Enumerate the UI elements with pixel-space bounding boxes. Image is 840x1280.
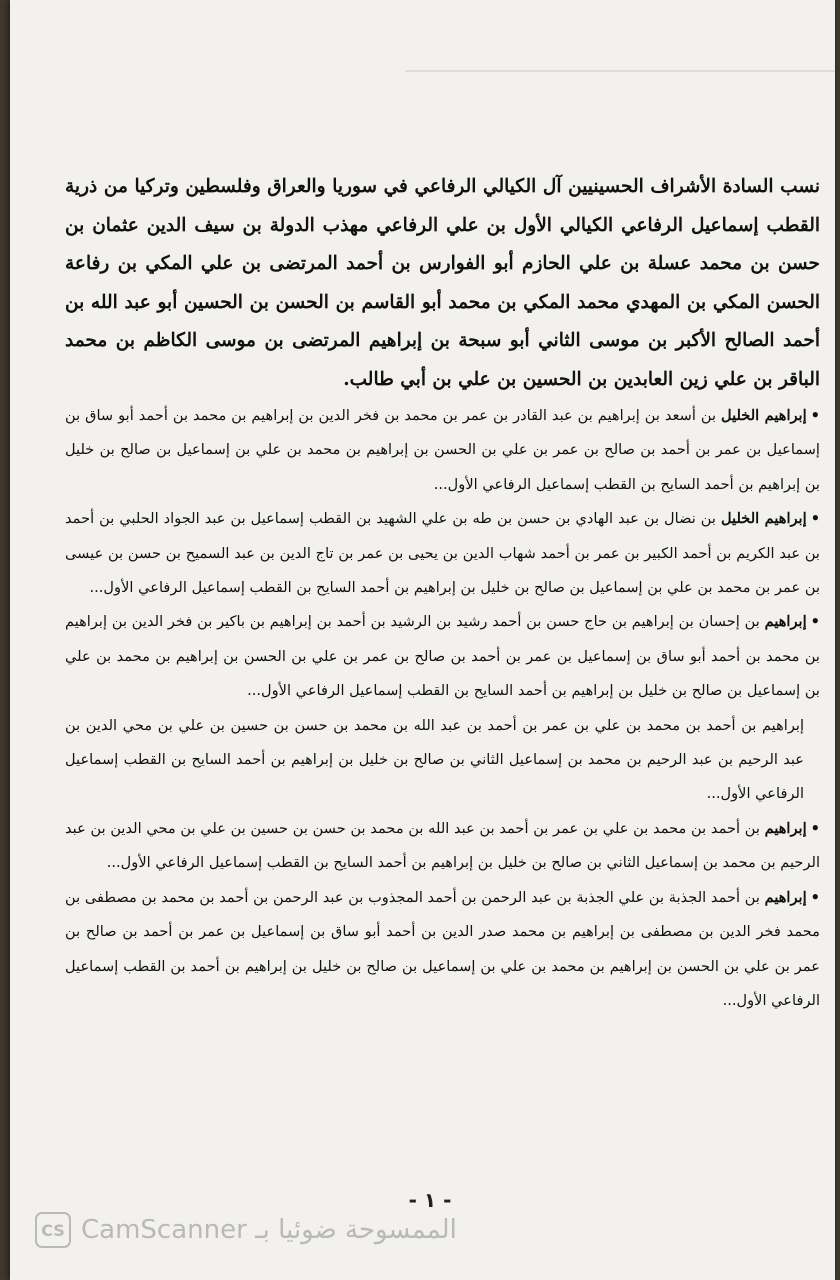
entry-lineage: بن نضال بن عبد الهادي بن حسن بن طه بن علي الشهيد بن القطب إسماعيل بن عبد الجواد الحلبي بن أحمد بن عبد الكريم بن أحمد الكبير بن عمر بن أحمد شهاب الدين بن يحيى بن عمر بن تاج الدين بن عبد السميح بن حسن بن عيسى بن عمر بن محمد بن علي بن إسماعيل بن صالح بن خليل بن إبراهيم بن أحمد السايح بن القطب إسماعيل الرفاعي الأول...	[65, 510, 820, 597]
lineage-heading: نسب السادة الأشراف الحسينيين آل الكيالي الرفاعي في سوريا والعراق وفلسطين وتركيا من ذرية القطب إسماعيل الرفاعي الكيالي الأول بن علي الرفاعي مهذب الدولة بن سيف الدين عثمان بن حسن بن محمد عسلة بن علي الحازم أبو الفوارس بن أحمد المرتضى بن علي المكي بن رفاعة الحسن المكي بن المهدي محمد المكي بن محمد أبو القاسم بن الحسن بن الحسين أبو عبد الله بن أحمد الصالح الأكبر بن موسى الثاني أبو سبحة بن إبراهيم المرتضى بن موسى الكاظم بن محمد الباقر بن علي زين العابدين بن الحسين بن علي بن أبي طالب.	[65, 176, 820, 390]
entry-lineage: بن أحمد بن محمد بن علي بن عمر بن أحمد بن عبد الله بن محمد بن حسن بن حسين بن علي بن محي الدين بن عبد الرحيم بن محمد بن إسماعيل الثاني بن صالح بن خليل بن إبراهيم بن أحمد السايح بن القطب إسماعيل الرفاعي الأول...	[65, 819, 820, 872]
watermark-text: CamScanner الممسوحة ضوئيا بـ	[81, 1215, 457, 1245]
entry-lineage: بن إحسان بن إبراهيم بن حاج حسن بن أحمد رشيد بن الرشيد بن أحمد بن إبراهيم بن باكير بن فخر الدين بن إبراهيم بن محمد بن أحمد أبو ساق بن إسماعيل بن عمر بن أحمد بن صالح بن عمر بن علي بن الحسن بن إبراهيم بن محمد بن علي بن إسماعيل بن صالح بن خليل بن إبراهيم بن أحمد السايح بن القطب إسماعيل الرفاعي الأول...	[65, 613, 820, 700]
entry-lineage: إبراهيم بن أحمد بن محمد بن علي بن عمر بن أحمد بن عبد الله بن محمد بن حسن بن حسين بن علي بن محي الدين بن عبد الرحيم بن عبد الرحيم بن محمد بن إسماعيل الثاني بن صالح بن خليل بن إبراهيم بن أحمد السايح بن القطب إسماعيل الرفاعي الأول...	[65, 716, 804, 803]
bullet-icon: •	[810, 407, 820, 424]
genealogy-text	[65, 168, 820, 1018]
lineage-entry	[65, 502, 820, 605]
entry-name: إبراهيم	[764, 888, 807, 906]
lineage-entry	[65, 605, 820, 708]
camscanner-watermark	[35, 1212, 457, 1248]
bullet-icon: •	[810, 819, 820, 837]
lineage-entry	[65, 812, 820, 881]
entry-lineage: بن أحمد الجذبة بن علي الجذبة بن عبد الرحمن بن أحمد المجذوب بن عبد الرحمن بن أحمد بن محمد بن مصطفى بن محمد فخر الدين بن مصطفى بن إبراهيم بن محمد صدر الدين بن أحمد أبو ساق بن إسماعيل بن عمر بن أحمد بن صالح بن عمر بن علي بن الحسن بن إبراهيم بن محمد بن علي بن إسماعيل بن صالح بن خليل بن إبراهيم بن أحمد بن القطب إسماعيل الرفاعي الأول...	[65, 888, 820, 1009]
page-number: - ١ -	[408, 1188, 452, 1212]
scanned-page	[10, 0, 835, 1280]
bleed-through-line	[405, 70, 835, 72]
bullet-icon: •	[810, 510, 821, 528]
bullet-icon: •	[810, 888, 820, 906]
entry-lineage: بن أسعد بن إبراهيم بن عبد القادر بن عمر بن محمد بن فخر الدين بن إبراهيم بن محمد بن أحمد أبو ساق بن إسماعيل بن عمر بن أحمد بن صالح بن عمر بن علي بن الحسن بن إبراهيم بن محمد بن علي بن إسماعيل بن صالح بن خليل بن إبراهيم بن أحمد السايح بن القطب إسماعيل الرفاعي الأول...	[65, 407, 820, 493]
camscanner-logo-icon: CS	[35, 1212, 71, 1248]
lineage-entry	[65, 881, 820, 1019]
entry-name: إبراهيم الخليل	[720, 510, 807, 528]
lineage-entry	[65, 399, 820, 502]
entry-name: إبراهيم	[764, 613, 807, 631]
entry-name: إبراهيم	[764, 819, 807, 837]
bullet-icon: •	[810, 613, 820, 631]
lineage-entry	[65, 709, 820, 812]
entry-name: إبراهيم الخليل	[721, 407, 807, 424]
